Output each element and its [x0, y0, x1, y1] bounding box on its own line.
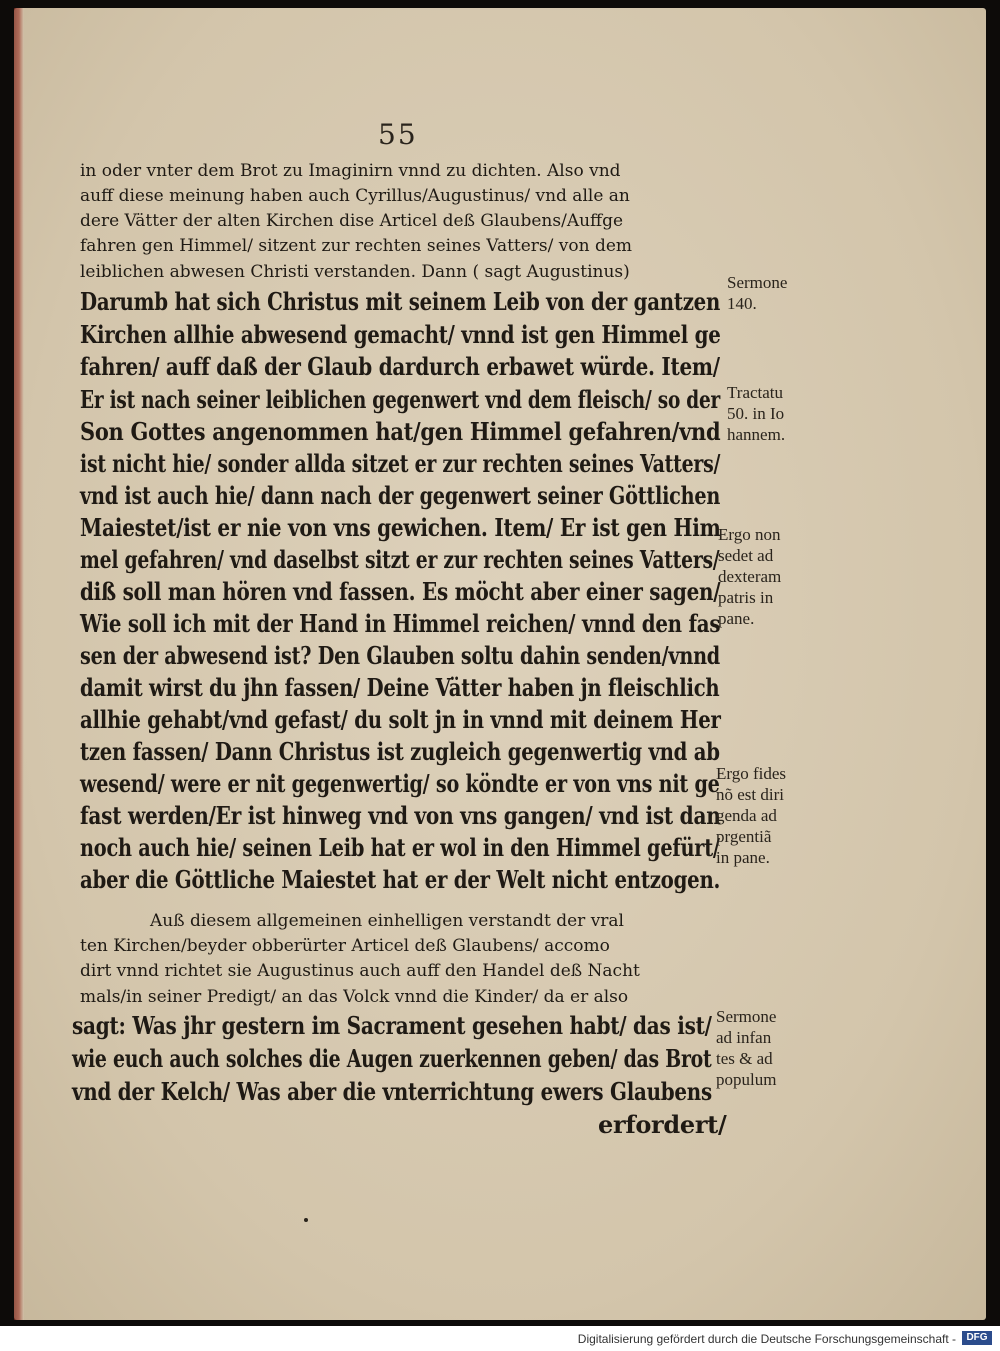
- text-line: leiblichen abwesen Christi verstanden. Dann ( sagt Augustinus): [80, 262, 630, 282]
- margin-note-line: prgentiã: [716, 827, 772, 846]
- text-line: dere Vätter der alten Kirchen dise Articel deß Glaubens/Auffge: [80, 211, 624, 231]
- text-line: dirt vnnd richtet sie Augustinus auch auff den Handel deß Nacht: [80, 961, 640, 981]
- text-line: aber die Göttliche Maiestet hat er der Welt nicht entzogen.: [80, 865, 721, 894]
- text-line: Wie soll ich mit der Hand in Himmel reichen/ vnnd den fas: [80, 609, 721, 638]
- margin-note-line: genda ad: [716, 806, 777, 825]
- margin-note-line: tes & ad: [716, 1049, 773, 1068]
- page-number: 55: [378, 118, 418, 151]
- text-line: mel gefahren/ vnd daselbst sitzt er zur rechten seines Vatters/: [80, 545, 720, 574]
- margin-note-line: 50. in Io: [727, 404, 785, 423]
- footer-bar: [0, 1326, 1000, 1351]
- funding-credit: Digitalisierung gefördert durch die Deutsche Forschungsgemeinschaft -: [577, 1332, 956, 1346]
- text-line: sen der abwesend ist? Den Glauben soltu dahin senden/vnnd: [80, 641, 721, 670]
- margin-note-line: 140.: [727, 294, 757, 313]
- margin-note-line: Ergo non: [718, 525, 781, 544]
- text-line: allhie gehabt/vnd gefast/ du solt jn in vnnd mit deinem Her: [80, 705, 721, 734]
- text-line: sagt: Was jhr gestern im Sacrament gesehen habt/ das ist/: [72, 1011, 712, 1040]
- margin-note: [716, 1006, 776, 1090]
- margin-note-line: ad infan: [716, 1028, 772, 1047]
- text-line: noch auch hie/ seinen Leib hat er wol in den Himmel gefürt/: [80, 833, 720, 862]
- text-line: vnd ist auch hie/ dann nach der gegenwert seiner Göttlichen: [80, 481, 721, 510]
- text-line: mals/in seiner Predigt/ an das Volck vnnd die Kinder/ da er also: [80, 987, 629, 1007]
- margin-note-line: Tractatu: [727, 383, 784, 402]
- text-line: fahren gen Himmel/ sitzent zur rechten seines Vatters/ von dem: [80, 236, 633, 256]
- text-line: tzen fassen/ Dann Christus ist zugleich gegenwertig vnd ab: [80, 737, 720, 766]
- margin-note-line: dexteram: [718, 567, 782, 586]
- margin-note-line: patris in: [718, 588, 774, 607]
- margin-note: [718, 524, 781, 629]
- text-line: Darumb hat sich Christus mit seinem Leib von der gantzen: [80, 287, 721, 316]
- text-line: wie euch auch solches die Augen zuerkennen geben/ das Brot: [72, 1044, 712, 1073]
- text-line: auff diese meinung haben auch Cyrillus/Augustinus/ vnd alle an: [80, 186, 630, 206]
- margin-note: [716, 763, 786, 868]
- margin-note-line: pane.: [718, 609, 755, 628]
- margin-note-line: Sermone: [716, 1007, 777, 1026]
- ink-dot: [304, 1218, 308, 1222]
- text-line: Kirchen allhie abwesend gemacht/ vnnd ist gen Himmel ge: [80, 320, 721, 349]
- margin-note-line: hannem.: [727, 425, 786, 444]
- text-line: vnd der Kelch/ Was aber die vnterrichtung ewers Glaubens: [72, 1077, 712, 1106]
- text-line: Auß diesem allgemeinen einhelligen verstandt der vral: [150, 911, 624, 931]
- dfg-logo[interactable]: DFG: [962, 1331, 992, 1345]
- text-line: fahren/ auff daß der Glaub dardurch erbawet würde. Item/: [80, 352, 720, 381]
- margin-note-line: Sermone: [727, 273, 788, 292]
- text-line: wesend/ were er nit gegenwertig/ so köndte er von vns nit ge: [80, 769, 720, 798]
- text-line: diß soll man hören vnd fassen. Es möcht aber einer sagen/: [80, 577, 721, 606]
- margin-note-line: Ergo fides: [716, 764, 787, 783]
- margin-note: [727, 382, 785, 445]
- margin-note: [727, 272, 787, 314]
- page-binding-edge: [14, 8, 24, 1320]
- text-line: erfordert/: [598, 1110, 727, 1139]
- text-line: ten Kirchen/beyder obberürter Articel deß Glaubens/ accomo: [80, 936, 610, 956]
- text-line: in oder vnter dem Brot zu Imaginirn vnnd zu dichten. Also vnd: [80, 161, 621, 181]
- text-line: Son Gottes angenommen hat/gen Himmel gefahren/vnd: [80, 417, 721, 446]
- margin-note-line: in pane.: [716, 848, 770, 867]
- text-line: ist nicht hie/ sonder allda sitzet er zur rechten seines Vatters/: [80, 449, 721, 478]
- text-line: Maiestet/ist er nie von vns gewichen. Item/ Er ist gen Him: [80, 513, 721, 542]
- margin-note-line: sedet ad: [718, 546, 774, 565]
- text-line: fast werden/Er ist hinweg vnd von vns gangen/ vnd ist dan: [80, 801, 721, 830]
- text-line: Er ist nach seiner leiblichen gegenwert vnd dem fleisch/ so der: [80, 385, 721, 414]
- text-line: damit wirst du jhn fassen/ Deine Vätter haben jn fleischlich: [80, 673, 720, 702]
- margin-note-line: populum: [716, 1070, 777, 1089]
- margin-note-line: nõ est diri: [716, 785, 784, 804]
